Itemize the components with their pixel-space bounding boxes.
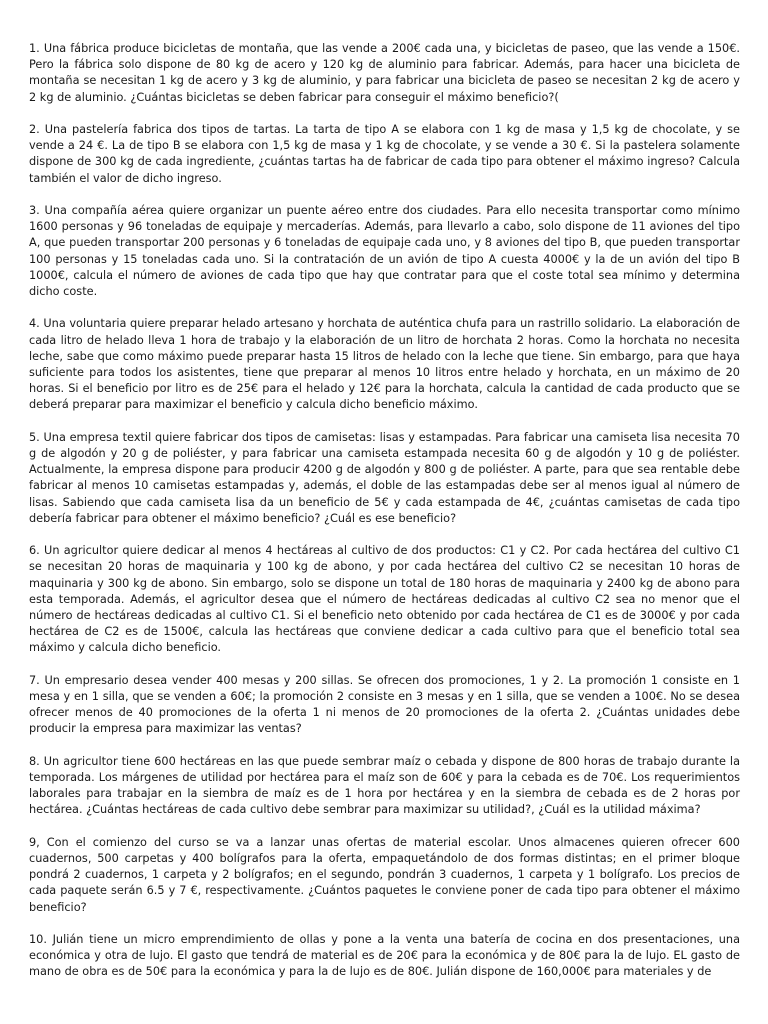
problem-6: 6. Un agricultor quiere dedicar al menos 4 hectáreas al cultivo de dos productos: C1 y C2. Por cada hectárea del cultivo C1 se necesitan 20 horas de maquinaria y 100 kg de abono, y por cada hectárea del cultivo C2 se necesitan 10 horas de maquinaria y 300 kg de abono. Sin embargo, solo se dispone un total de 180 horas de maquinaria y 2400 kg de abono para esta temporada. Además, el agricultor desea que el número de hectáreas dedicadas al cultivo C2 sea no menor que el número de hectáreas dedicadas al cultivo C1. Si el beneficio neto obtenido por cada hectárea de C1 es de 3000€ y por cada hectárea de C2 es de 1500€, calcula las hectáreas que conviene dedicar a cada cultivo para que el beneficio total sea máximo y calcula dicho beneficio. <box>29 544 740 655</box>
problem-1: 1. Una fábrica produce bicicletas de montaña, que las vende a 200€ cada una, y bicicletas de paseo, que las vende a 150€. Pero la fábrica solo dispone de 80 kg de acero y 120 kg de aluminio para fabricar. Además, para hacer una bicicleta de montaña se necesitan 1 kg de acero y 3 kg de aluminio, y para fabricar una bicicleta de paseo se necesitan 2 kg de acero y 2 kg de aluminio. ¿Cuántas bicicletas se deben fabricar para conseguir el máximo beneficio?( <box>29 42 740 104</box>
problem-8: 8. Un agricultor tiene 600 hectáreas en las que puede sembrar maíz o cebada y dispone de 800 horas de trabajo durante la temporada. Los márgenes de utilidad por hectárea para el maíz son de 60€ y para la cebada es de 70€. Los requerimientos laborales para trabajar en la siembra de maíz es de 1 hora por hectárea y en la siembra de cebada es de 2 horas por hectárea. ¿Cuántas hectáreas de cada cultivo debe sembrar para maximizar su utilidad?, ¿Cuál es la utilidad máxima? <box>29 754 740 817</box>
problem-5: 5. Una empresa textil quiere fabricar dos tipos de camisetas: lisas y estampadas. Para fabricar una camiseta lisa necesita 70 g de algodón y 20 g de poliéster, y para fabricar una camiseta estampada necesita 60 g de algodón y 10 g de poliéster. Actualmente, la empresa dispone para producir 4200 g de algodón y 800 g de poliéster. A parte, para que sea rentable debe fabricar al menos 10 camisetas estampadas y, además, el doble de las estampadas debe ser al menos igual al número de lisas. Sabiendo que cada camiseta lisa da un beneficio de 5€ y cada estampada de 4€, ¿cuántas camisetas de cada tipo debería fabricar para obtener el máximo beneficio? ¿Cuál es ese beneficio? <box>29 430 740 525</box>
problem-7: 7. Un empresario desea vender 400 mesas y 200 sillas. Se ofrecen dos promociones, 1 y 2. La promoción 1 consiste en 1 mesa y en 1 silla, que se venden a 60€; la promoción 2 consiste en 3 mesas y en 1 silla, que se venden a 100€. No se desea ofrecer menos de 40 promociones de la oferta 1 ni menos de 20 promociones de la oferta 2. ¿Cuántas unidades debe producir la empresa para maximizar las ventas? <box>29 673 740 736</box>
problem-3: 3. Una compañía aérea quiere organizar un puente aéreo entre dos ciudades. Para ello necesita transportar como mínimo 1600 personas y 96 toneladas de equipaje y mercaderías. Además, para llevarlo a cabo, solo dispone de 11 aviones del tipo A, que pueden transportar 200 personas y 6 toneladas de equipaje cada uno, y 8 aviones del tipo B, que pueden transportar 100 personas y 15 toneladas cada uno. Si la contratación de un avión de tipo A cuesta 4000€ y la de un avión del tipo B 1000€, calcula el número de aviones de cada tipo que hay que contratar para que el coste total sea mínimo y determina dicho coste. <box>29 204 740 299</box>
problem-4: 4. Una voluntaria quiere preparar helado artesano y horchata de auténtica chufa para un rastrillo solidario. La elaboración de cada litro de helado lleva 1 hora de trabajo y la elaboración de un litro de horchata 2 horas. Como la horchata no necesita leche, sabe que como máximo puede preparar hasta 15 litros de helado con la leche que tiene. Sin embargo, para que haya suficiente para todos los asistentes, tiene que preparar al menos 10 litros entre helado y horchata, en un máximo de 20 horas. Si el beneficio por litro es de 25€ para el helado y 12€ para la horchata, calcula la cantidad de cada producto que se deberá preparar para maximizar el beneficio y calcula dicho beneficio máximo. <box>29 317 740 412</box>
problem-9: 9, Con el comienzo del curso se va a lanzar unas ofertas de material escolar. Unos almacenes quieren ofrecer 600 cuadernos, 500 carpetas y 400 bolígrafos para la oferta, empaquetándolo de dos formas distintas; en el primer bloque pondrá 2 cuadernos, 1 carpeta y 2 bolígrafos; en el segundo, pondrán 3 cuadernos, 1 carpeta y 1 bolígrafo. Los precios de cada paquete serán 6.5 y 7 €, respectivamente. ¿Cuántos paquetes le conviene poner de cada tipo para obtener el máximo beneficio? <box>29 835 740 914</box>
problem-2: 2. Una pastelería fabrica dos tipos de tartas. La tarta de tipo A se elabora con 1 kg de masa y 1,5 kg de chocolate, y se vende a 24 €. La de tipo B se elabora con 1,5 kg de masa y 1 kg de chocolate, y se vende a 30 €. Si la pastelera solamente dispone de 300 kg de cada ingrediente, ¿cuántas tartas ha de fabricar de cada tipo para obtener el máximo ingreso? Calcula también el valor de dicho ingreso. <box>29 123 740 185</box>
problem-10: 10. Julián tiene un micro emprendimiento de ollas y pone a la venta una batería de cocina en dos presentaciones, una económica y otra de lujo. El gasto que tendrá de material es de 20€ para la económica y de 80€ para la de lujo. EL gasto de mano de obra es de 50€ para la económica y para la de lujo es de 80€. Julián dispone de 160,000€ para materiales y de <box>29 933 740 979</box>
document-page <box>29 41 740 997</box>
